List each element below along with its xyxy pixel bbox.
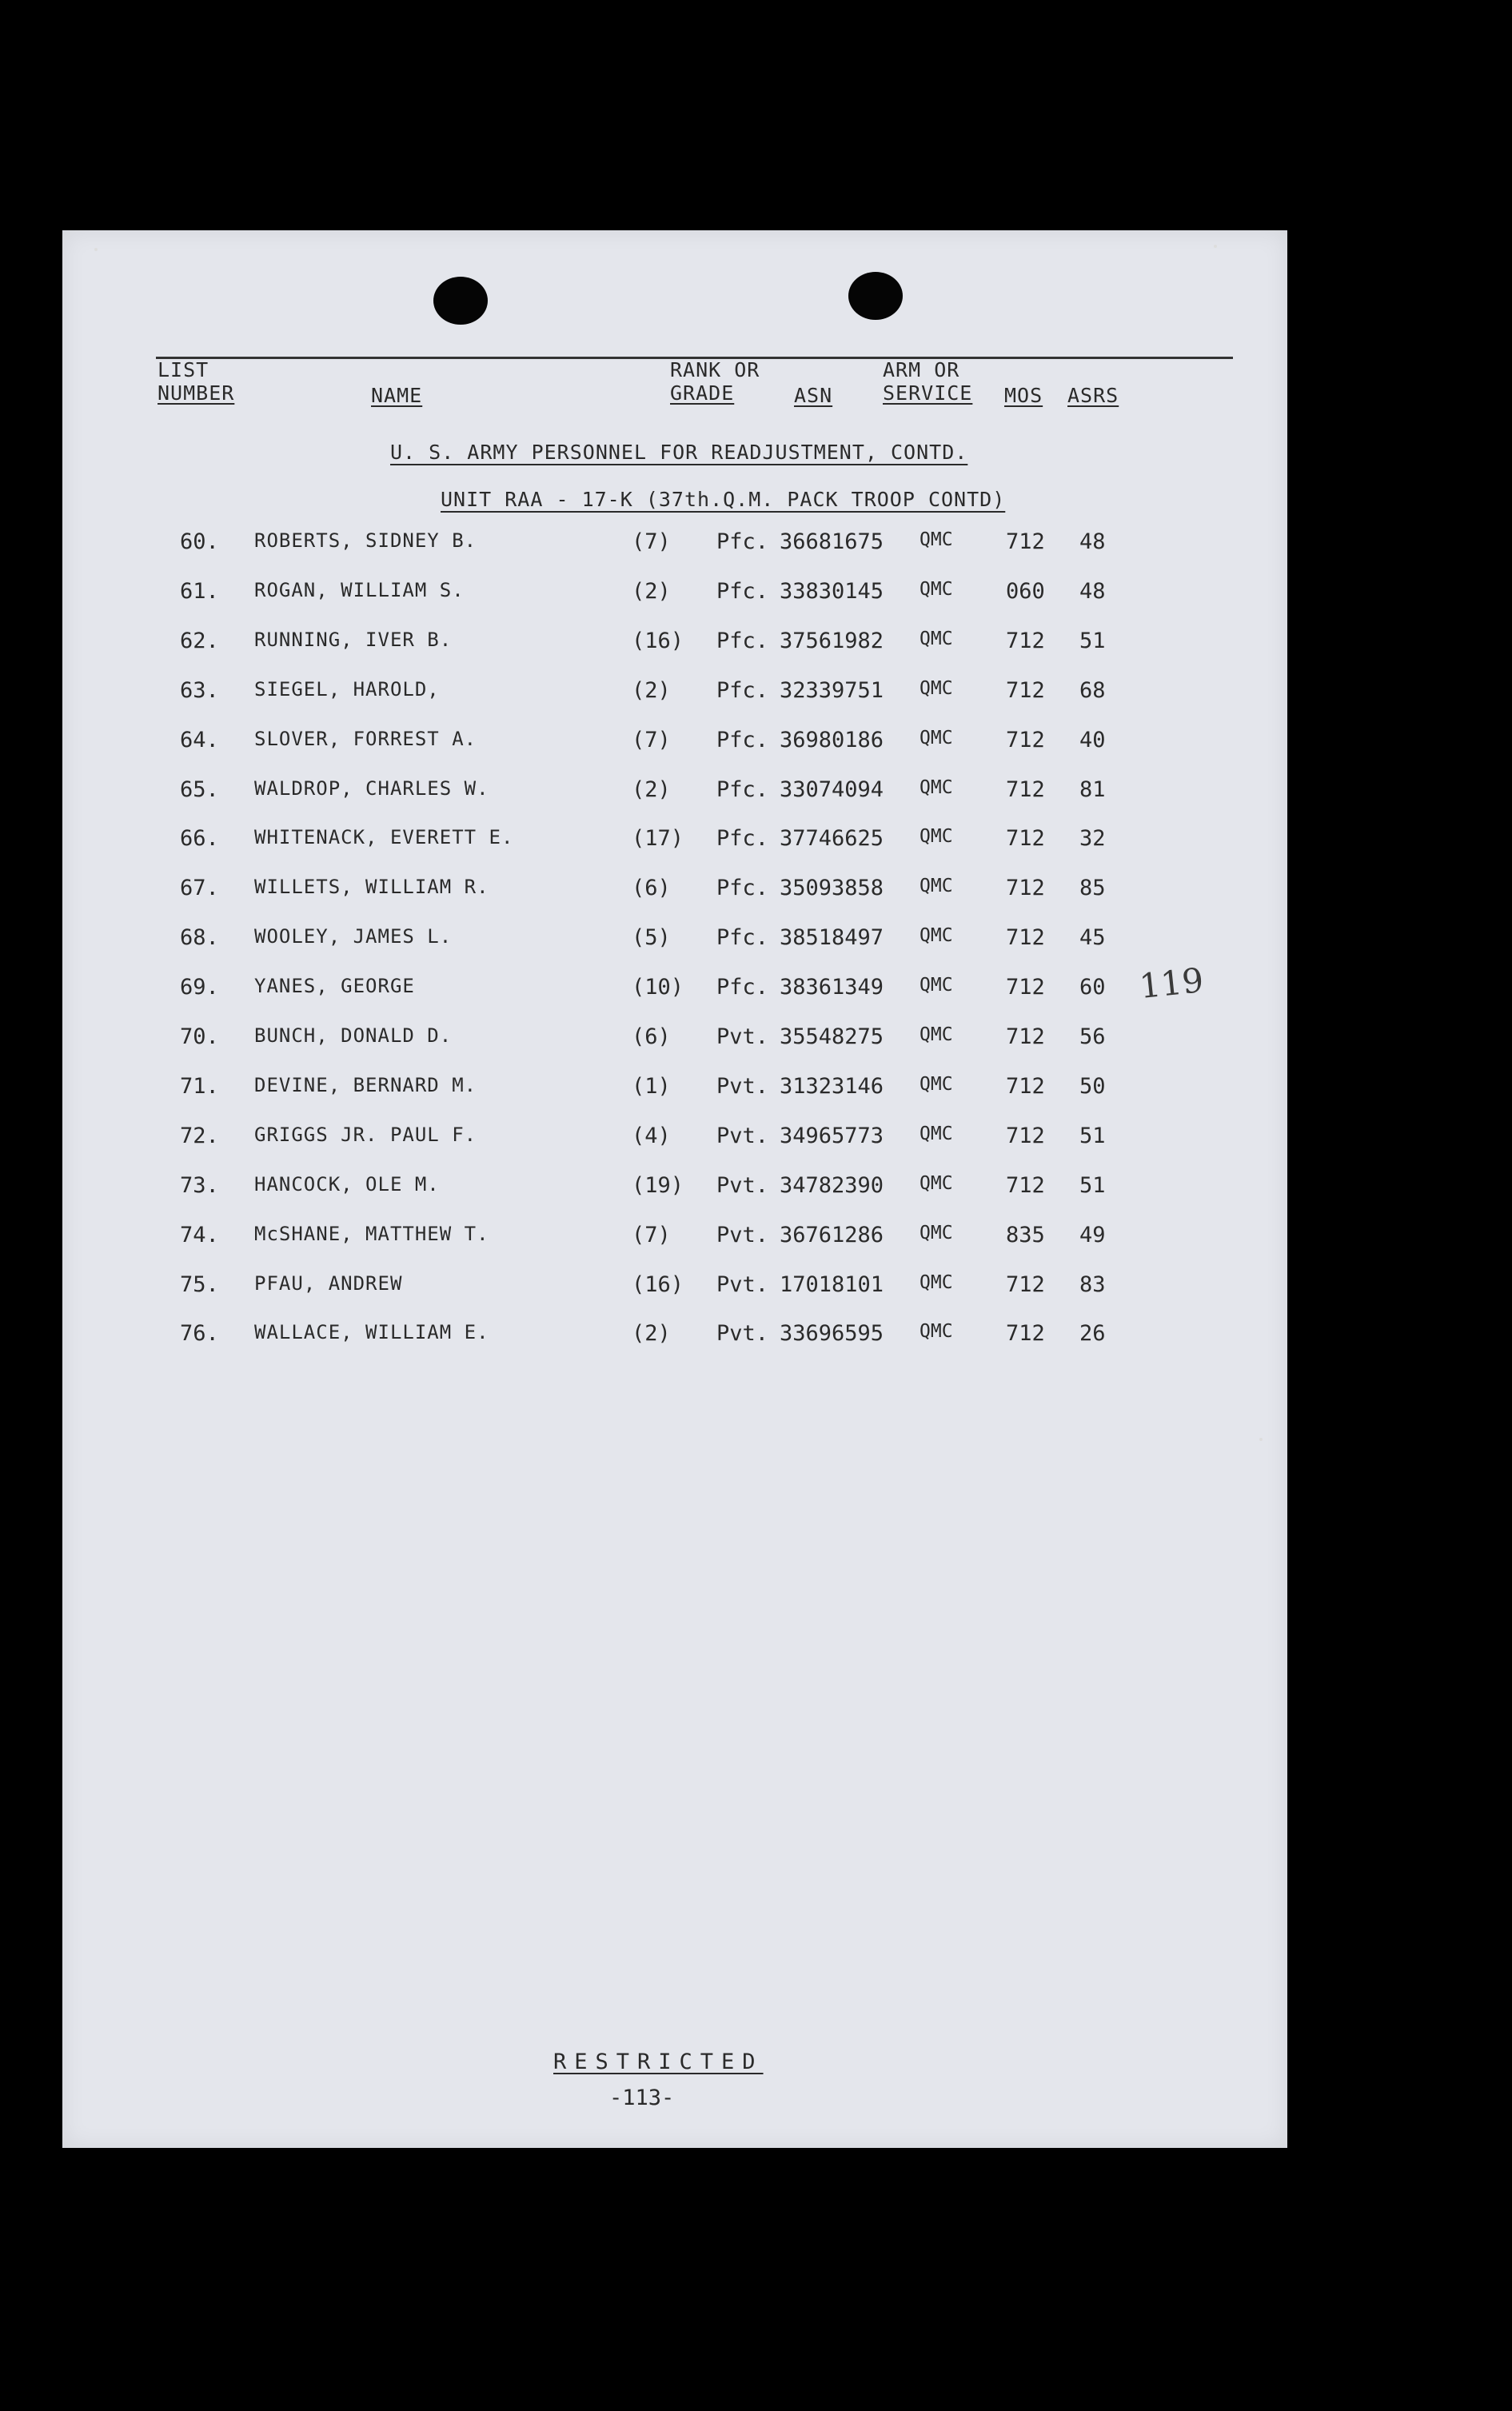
cell-num: 66.	[180, 826, 219, 852]
cell-mos: 712	[1006, 1271, 1045, 1297]
cell-num: 71.	[180, 1073, 219, 1099]
cell-arm: QMC	[920, 826, 953, 848]
cell-mos: 712	[1006, 677, 1045, 703]
table-row	[62, 777, 1287, 809]
cell-arm: QMC	[920, 578, 953, 600]
header-list-label: LIST	[158, 358, 209, 381]
table-row	[62, 1024, 1287, 1056]
cell-arm: QMC	[920, 529, 953, 550]
cell-arm: QMC	[920, 1271, 953, 1293]
cell-num: 75.	[180, 1271, 219, 1297]
header-asrs: ASRS	[1067, 384, 1119, 407]
cell-arm: QMC	[920, 1073, 953, 1095]
header-name: NAME	[371, 384, 423, 407]
cell-grade: Pvt.	[716, 1123, 769, 1148]
cell-num: 64.	[180, 727, 219, 752]
cell-idx: (4)	[632, 1123, 671, 1148]
cell-arm: QMC	[920, 1024, 953, 1045]
cell-name: SLOVER, FORREST A.	[254, 727, 477, 750]
header-asn: ASN	[794, 384, 833, 407]
cell-grade: Pfc.	[716, 529, 769, 554]
cell-idx: (7)	[632, 727, 671, 752]
cell-asrs: 48	[1079, 578, 1106, 604]
header-number-label: NUMBER	[158, 381, 235, 405]
cell-arm: QMC	[920, 975, 953, 996]
cell-grade: Pfc.	[716, 826, 769, 852]
cell-asrs: 83	[1079, 1271, 1106, 1297]
cell-arm: QMC	[920, 925, 953, 947]
cell-num: 72.	[180, 1123, 219, 1148]
cell-grade: Pvt.	[716, 1172, 769, 1198]
cell-mos: 060	[1006, 578, 1045, 604]
cell-asrs: 81	[1079, 776, 1106, 802]
cell-idx: (5)	[632, 925, 671, 951]
cell-num: 67.	[180, 876, 219, 901]
cell-asrs: 51	[1079, 1172, 1106, 1198]
cell-idx: (10)	[632, 975, 684, 1000]
cell-arm: QMC	[920, 876, 953, 897]
cell-name: ROBERTS, SIDNEY B.	[254, 529, 477, 552]
cell-asn: 35548275	[780, 1024, 884, 1049]
unit-subtitle: UNIT RAA - 17-K (37th.Q.M. PACK TROOP CONTD)	[441, 488, 1006, 511]
cell-asn: 36761286	[780, 1222, 884, 1247]
cell-idx: (1)	[632, 1073, 671, 1099]
cell-mos: 712	[1006, 776, 1045, 802]
cell-asn: 37746625	[780, 826, 884, 852]
cell-arm: QMC	[920, 677, 953, 699]
cell-grade: Pfc.	[716, 677, 769, 703]
cell-asn: 33696595	[780, 1321, 884, 1347]
cell-name: WOOLEY, JAMES L.	[254, 925, 453, 948]
cell-mos: 712	[1006, 1024, 1045, 1049]
document-page	[62, 230, 1287, 2148]
cell-asn: 33074094	[780, 776, 884, 802]
table-row	[62, 876, 1287, 908]
cell-asrs: 68	[1079, 677, 1106, 703]
cell-asrs: 32	[1079, 826, 1106, 852]
cell-num: 60.	[180, 529, 219, 554]
cell-grade: Pfc.	[716, 925, 769, 951]
cell-name: YANES, GEORGE	[254, 975, 415, 998]
restricted-label: RESTRICTED	[553, 2050, 764, 2074]
cell-num: 65.	[180, 776, 219, 802]
cell-asn: 36980186	[780, 727, 884, 752]
cell-num: 68.	[180, 925, 219, 951]
speck	[1214, 245, 1217, 248]
table-row	[62, 925, 1287, 957]
cell-asrs: 40	[1079, 727, 1106, 752]
cell-name: BUNCH, DONALD D.	[254, 1024, 453, 1047]
page-number: -113-	[609, 2086, 675, 2110]
cell-grade: Pfc.	[716, 727, 769, 752]
cell-asrs: 51	[1079, 628, 1106, 653]
cell-num: 76.	[180, 1321, 219, 1347]
cell-name: SIEGEL, HAROLD,	[254, 677, 440, 701]
cell-asrs: 26	[1079, 1321, 1106, 1347]
cell-arm: QMC	[920, 1222, 953, 1243]
cell-asn: 31323146	[780, 1073, 884, 1099]
speck	[1259, 1438, 1263, 1441]
cell-grade: Pvt.	[716, 1024, 769, 1049]
cell-grade: Pfc.	[716, 628, 769, 653]
cell-asn: 32339751	[780, 677, 884, 703]
table-row	[62, 579, 1287, 611]
cell-idx: (2)	[632, 1321, 671, 1347]
cell-asrs: 85	[1079, 876, 1106, 901]
cell-mos: 712	[1006, 975, 1045, 1000]
cell-grade: Pvt.	[716, 1073, 769, 1099]
table-row	[62, 629, 1287, 661]
header-arm-service	[883, 358, 972, 405]
header-grade-label: GRADE	[670, 381, 735, 405]
cell-arm: QMC	[920, 1123, 953, 1144]
cell-idx: (2)	[632, 776, 671, 802]
cell-asn: 37561982	[780, 628, 884, 653]
header-list-number	[158, 358, 234, 405]
table-row	[62, 678, 1287, 710]
cell-name: RUNNING, IVER B.	[254, 628, 453, 651]
cell-asn: 34782390	[780, 1172, 884, 1198]
cell-asrs: 56	[1079, 1024, 1106, 1049]
punch-hole	[433, 277, 488, 325]
cell-name: WHITENACK, EVERETT E.	[254, 826, 514, 849]
cell-name: DEVINE, BERNARD M.	[254, 1073, 477, 1096]
cell-idx: (6)	[632, 876, 671, 901]
cell-idx: (2)	[632, 677, 671, 703]
cell-mos: 712	[1006, 1321, 1045, 1347]
cell-name: WALDROP, CHARLES W.	[254, 776, 489, 800]
cell-arm: QMC	[920, 776, 953, 798]
cell-asrs: 50	[1079, 1073, 1106, 1099]
cell-idx: (7)	[632, 529, 671, 554]
cell-num: 74.	[180, 1222, 219, 1247]
table-row	[62, 728, 1287, 760]
cell-idx: (6)	[632, 1024, 671, 1049]
header-mos: MOS	[1004, 384, 1043, 407]
cell-name: WILLETS, WILLIAM R.	[254, 876, 489, 899]
cell-mos: 712	[1006, 925, 1045, 951]
cell-name: WALLACE, WILLIAM E.	[254, 1321, 489, 1344]
cell-mos: 835	[1006, 1222, 1045, 1247]
cell-mos: 712	[1006, 727, 1045, 752]
cell-name: GRIGGS JR. PAUL F.	[254, 1123, 477, 1146]
table-row	[62, 975, 1287, 1007]
table-row	[62, 1321, 1287, 1353]
table-row	[62, 529, 1287, 561]
cell-num: 61.	[180, 578, 219, 604]
cell-asn: 36681675	[780, 529, 884, 554]
cell-idx: (7)	[632, 1222, 671, 1247]
table-row	[62, 1223, 1287, 1255]
cell-num: 70.	[180, 1024, 219, 1049]
cell-idx: (17)	[632, 826, 684, 852]
cell-mos: 712	[1006, 876, 1045, 901]
cell-name: HANCOCK, OLE M.	[254, 1172, 440, 1196]
header-rank-grade	[670, 358, 760, 405]
header-arm-label: ARM OR	[883, 358, 960, 381]
table-row	[62, 1074, 1287, 1106]
cell-mos: 712	[1006, 1123, 1045, 1148]
table-row	[62, 1124, 1287, 1156]
cell-mos: 712	[1006, 529, 1045, 554]
cell-grade: Pvt.	[716, 1222, 769, 1247]
page-stamp: 119	[1137, 960, 1206, 1007]
cell-num: 63.	[180, 677, 219, 703]
table-row	[62, 1173, 1287, 1205]
cell-num: 62.	[180, 628, 219, 653]
cell-idx: (16)	[632, 628, 684, 653]
cell-grade: Pfc.	[716, 578, 769, 604]
cell-idx: (19)	[632, 1172, 684, 1198]
cell-asn: 38518497	[780, 925, 884, 951]
cell-grade: Pvt.	[716, 1271, 769, 1297]
cell-idx: (16)	[632, 1271, 684, 1297]
cell-asrs: 48	[1079, 529, 1106, 554]
cell-grade: Pfc.	[716, 975, 769, 1000]
header-service-label: SERVICE	[883, 381, 973, 405]
table-row	[62, 826, 1287, 858]
cell-arm: QMC	[920, 1321, 953, 1343]
speck	[94, 248, 98, 251]
cell-num: 73.	[180, 1172, 219, 1198]
cell-mos: 712	[1006, 1073, 1045, 1099]
cell-name: PFAU, ANDREW	[254, 1271, 403, 1295]
page-title: U. S. ARMY PERSONNEL FOR READJUSTMENT, CONTD.	[390, 441, 968, 464]
cell-mos: 712	[1006, 1172, 1045, 1198]
cell-name: McSHANE, MATTHEW T.	[254, 1222, 489, 1245]
cell-grade: Pvt.	[716, 1321, 769, 1347]
cell-arm: QMC	[920, 628, 953, 649]
cell-mos: 712	[1006, 826, 1045, 852]
cell-num: 69.	[180, 975, 219, 1000]
cell-asn: 17018101	[780, 1271, 884, 1297]
cell-asn: 33830145	[780, 578, 884, 604]
header-rank-label: RANK OR	[670, 358, 760, 381]
cell-asrs: 45	[1079, 925, 1106, 951]
cell-idx: (2)	[632, 578, 671, 604]
cell-grade: Pfc.	[716, 876, 769, 901]
cell-mos: 712	[1006, 628, 1045, 653]
cell-asn: 34965773	[780, 1123, 884, 1148]
cell-asrs: 51	[1079, 1123, 1106, 1148]
cell-name: ROGAN, WILLIAM S.	[254, 578, 465, 601]
cell-arm: QMC	[920, 727, 953, 748]
table-row	[62, 1272, 1287, 1304]
cell-grade: Pfc.	[716, 776, 769, 802]
cell-asn: 35093858	[780, 876, 884, 901]
cell-asrs: 49	[1079, 1222, 1106, 1247]
cell-arm: QMC	[920, 1172, 953, 1194]
cell-asn: 38361349	[780, 975, 884, 1000]
cell-asrs: 60	[1079, 975, 1106, 1000]
punch-hole	[848, 272, 903, 320]
